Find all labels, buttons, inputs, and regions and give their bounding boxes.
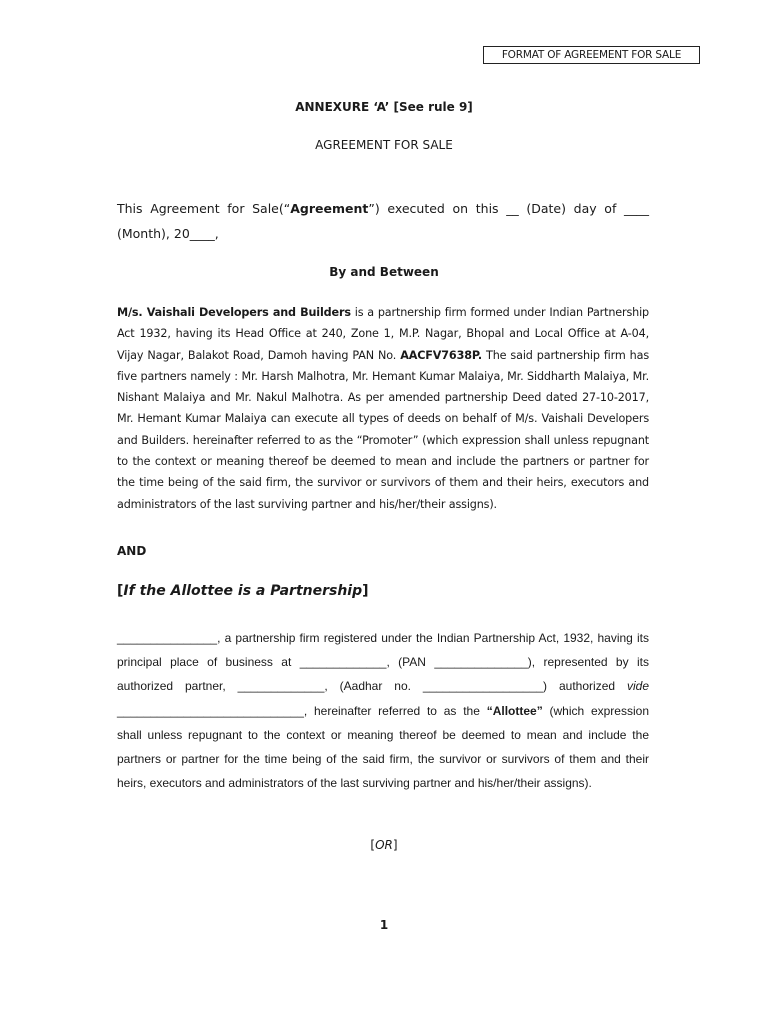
annexure-heading: ANNEXURE ‘A’ [See rule 9] [295,100,473,114]
condition-close-bracket: ] [362,583,369,599]
format-label-box: FORMAT OF AGREEMENT FOR SALE [483,46,700,64]
intro-text-start: This Agreement for Sale(“ [117,201,291,216]
promoter-paragraph [117,302,649,515]
vide-term: vide [626,679,649,694]
allottee-text-3: (which expression shall unless repugnant to the context or meaning thereof be deemed to mean and include the partners or partner for the time being of the said firm, the survivor or survivors of them and their heirs, executors and administrators of the last surviving partner and his/her/their assigns). [117,703,649,791]
promoter-text-1: is a partnership firm formed under Indian Partnership Act 1932, having its Head Office at 240, Zone 1, M.P. Nagar, Bhopal and Local Office at A-04, Vijay Nagar, Balakot Road, Damoh having PAN No. [117,306,649,362]
and-label: AND [117,544,147,558]
allottee-text-2: ____________________________, hereinafter referred to as the [117,703,487,718]
intro-text-end: ”) executed on this __ (Date) day of ____ (Month), 20____, [117,201,649,241]
document-title: AGREEMENT FOR SALE [315,138,453,152]
condition-text: If the Allottee is a Partnership [123,583,363,599]
allottee-text-1: _______________, a partnership firm registered under the Indian Partnership Act, 1932, having its principal place of business at _____________, (PAN ______________), represented by its authorized partner, _____________, (Aadhar no. __________________) authorized [117,631,649,694]
promoter-pan: AACFV7638P. [400,348,482,362]
or-close-bracket: ] [392,838,398,852]
or-text: OR [375,838,393,852]
condition-open-bracket: [ [117,583,124,599]
by-and-between-heading: By and Between [329,265,439,279]
or-marker [0,838,768,852]
page-number: 1 [379,918,389,932]
allottee-paragraph [117,626,649,795]
promoter-name: M/s. Vaishali Developers and Builders [117,306,351,319]
intro-paragraph [117,196,649,246]
promoter-text-2: The said partnership firm has five partners namely : Mr. Harsh Malhotra, Mr. Hemant Kumar Malaiya, Mr. Siddharth Malaiya, Mr. Nishant Malaiya and Mr. Nakul Malhotra. As per amended partnership Deed dated 27-10-2017, Mr. Hemant Kumar Malaiya can execute all types of deeds on behalf of M/s. Vaishali Developers and Builders. hereinafter referred to as the “Promoter” (which expression shall unless repugnant to the context or meaning thereof be deemed to mean and include the partners or partner for the time being of the said firm, the survivor or survivors of them and their heirs, executors and administrators of the last surviving partner and his/her/their assigns). [117,348,649,511]
allottee-term: “Allottee” [486,703,543,718]
agreement-term: Agreement [290,201,369,216]
or-open-bracket: [ [370,838,376,852]
allottee-condition-heading [117,583,369,599]
